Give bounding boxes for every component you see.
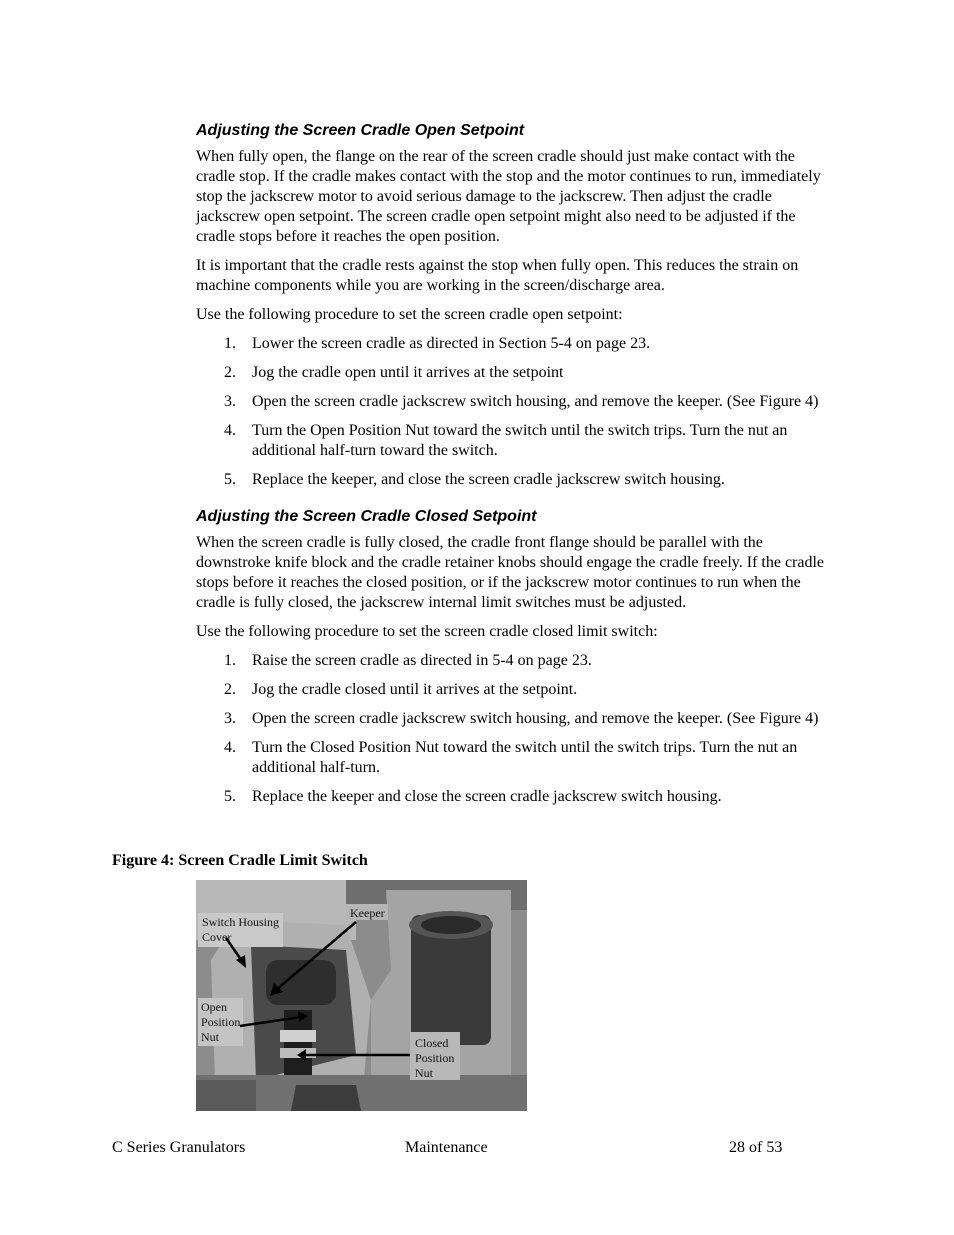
paragraph: When fully open, the flange on the rear of the screen cradle should just make contact with the cradle stop. If the cradle makes contact with the stop and the motor continues to run, immediately stop the jackscrew motor to avoid serious damage to the jackscrew. Then adjust the cradle jackscrew open setpoint. The screen cradle open setpoint might also need to be adjusted if the cradle stops before it reaches the open position. [196, 148, 821, 245]
label-switch-housing-cover: Cover [202, 930, 232, 944]
list-item [196, 421, 832, 461]
procedure-list-open [196, 334, 832, 490]
list-item [196, 787, 832, 807]
step-number: 2. [224, 364, 236, 381]
label-closed-position-nut: Position [415, 1051, 455, 1065]
page-content [196, 121, 832, 816]
step-number: 1. [224, 652, 236, 669]
step-text: Lower the screen cradle as directed in Section 5-4 on page 23. [252, 335, 651, 352]
step-number: 1. [224, 335, 236, 352]
paragraph: When the screen cradle is fully closed, the cradle front flange should be parallel with the downstroke knife block and the cradle retainer knobs should engage the cradle freely. If the cradle stops before it reaches the closed position, or if the jackscrew motor continues to run when the cradle is fully closed, the jackscrew internal limit switches must be adjusted. [196, 534, 825, 611]
step-number: 3. [224, 710, 236, 727]
label-closed-position-nut: Nut [415, 1066, 433, 1080]
label-switch-housing-cover: Switch Housing [202, 915, 280, 929]
step-number: 2. [224, 681, 236, 698]
label-closed-position-nut: Closed [415, 1036, 449, 1050]
section-heading-closed: Adjusting the Screen Cradle Closed Setpoint [196, 508, 537, 525]
label-open-position-nut: Nut [201, 1030, 219, 1044]
step-text: Turn the Closed Position Nut toward the switch until the switch trips. Turn the nut an additional half-turn. [252, 739, 798, 776]
label-open-position-nut: Open [201, 1000, 227, 1014]
list-item [196, 470, 832, 490]
list-item [196, 363, 832, 383]
step-number: 5. [224, 471, 236, 488]
footer-page-number: 28 of 53 [729, 1139, 783, 1156]
list-item [196, 651, 832, 671]
figure-caption: Figure 4: Screen Cradle Limit Switch [112, 852, 368, 869]
step-text: Raise the screen cradle as directed in 5-4 on page 23. [252, 652, 592, 669]
paragraph: It is important that the cradle rests against the stop when fully open. This reduces the strain on machine components while you are working in the screen/discharge area. [196, 257, 799, 294]
step-text: Open the screen cradle jackscrew switch housing, and remove the keeper. (See Figure 4) [252, 393, 819, 410]
list-item [196, 709, 832, 729]
step-text: Replace the keeper and close the screen cradle jackscrew switch housing. [252, 788, 722, 805]
procedure-list-closed [196, 651, 832, 807]
limit-switch-photo [196, 880, 527, 1111]
paragraph: Use the following procedure to set the screen cradle open setpoint: [196, 306, 623, 323]
label-open-position-nut: Position [201, 1015, 241, 1029]
step-text: Turn the Open Position Nut toward the switch until the switch trips. Turn the nut an additional half-turn toward the switch. [252, 422, 788, 459]
step-text: Jog the cradle closed until it arrives at the setpoint. [252, 681, 578, 698]
step-text: Replace the keeper, and close the screen cradle jackscrew switch housing. [252, 471, 725, 488]
paragraph: Use the following procedure to set the screen cradle closed limit switch: [196, 623, 658, 640]
footer-center: Maintenance [405, 1139, 488, 1156]
section-heading-open: Adjusting the Screen Cradle Open Setpoint [196, 122, 525, 139]
step-number: 4. [224, 739, 236, 756]
footer-left: C Series Granulators [112, 1139, 246, 1156]
step-text: Open the screen cradle jackscrew switch housing, and remove the keeper. (See Figure 4) [252, 710, 819, 727]
step-number: 3. [224, 393, 236, 410]
label-keeper: Keeper [350, 906, 385, 920]
list-item [196, 680, 832, 700]
step-number: 5. [224, 788, 236, 805]
list-item [196, 334, 832, 354]
step-number: 4. [224, 422, 236, 439]
step-text: Jog the cradle open until it arrives at the setpoint [252, 364, 564, 381]
list-item [196, 738, 832, 778]
list-item [196, 392, 832, 412]
